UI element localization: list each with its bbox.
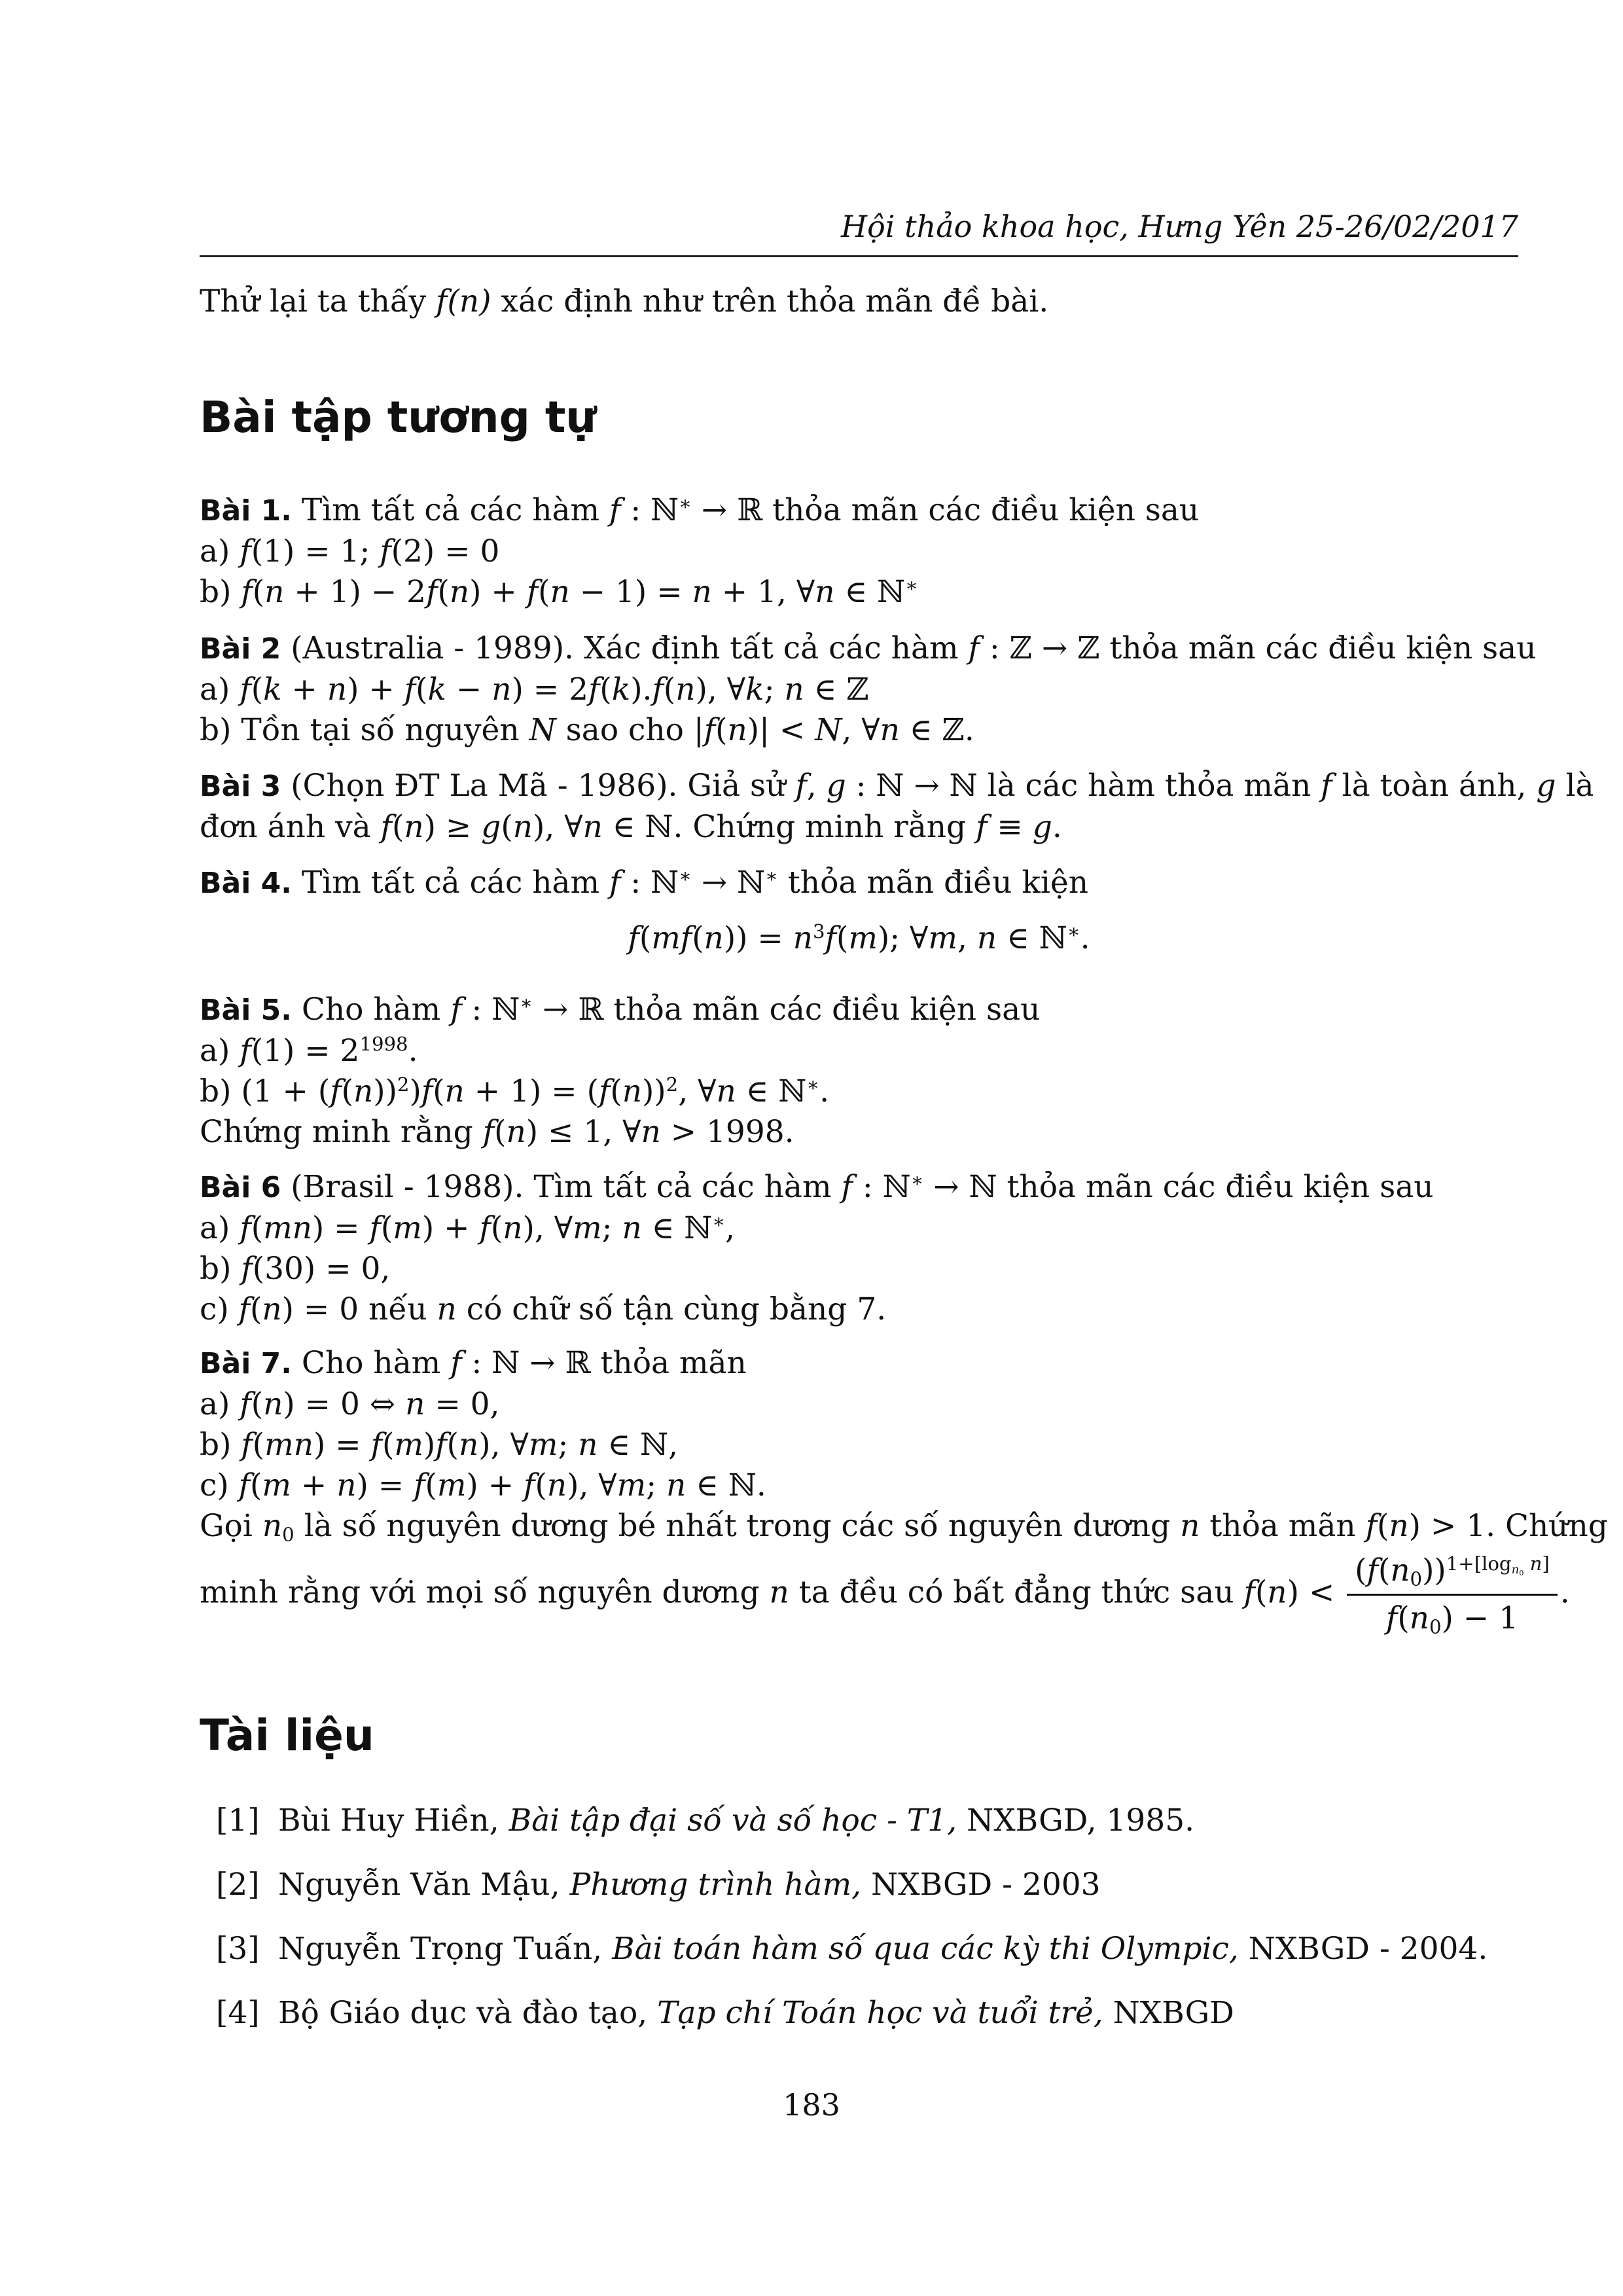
running-header: Hội thảo khoa học, Hưng Yên 25-26/02/2017 — [200, 208, 1518, 257]
reference-item: [3] Nguyễn Trọng Tuấn, Bài toán hàm số qua các kỳ thi Olympic, NXBGD - 2004. — [216, 1931, 1488, 1967]
exercise-4-label: Bài 4. — [200, 867, 292, 900]
intro-text-b: xác định như trên thỏa mãn đề bài. — [491, 283, 1049, 319]
intro-paragraph — [200, 281, 1518, 322]
exercise-2: Bài 2 (Australia - 1989). Xác định tất cả các hàm f : ℤ → ℤ thỏa mãn các điều kiện sau a) f(k + n) + f(k − n) = 2f(k).f(n), ∀k; n ∈ ℤ b) Tồn tại số nguyên N sao cho |f(n)| < N, ∀n ∈ ℤ. — [200, 630, 1537, 748]
exercise-7: Bài 7. Cho hàm f : ℕ → ℝ thỏa mãn a) f(n) = 0 ⇔ n = 0, b) f(mn) = f(m)f(n), ∀m; n ∈ ℕ, c) f(m + n) = f(m) + f(n), ∀m; n ∈ ℕ. Gọi $n_0$ là số nguyên dương bé nhất trong các số nguyên dương n thỏa mãn f(n) > 1. Chứng minh rằng với mọi số nguyên dương n ta đều có bất đẳng thức sau f(n) < $\frac{(f(n_0))^{1+[log_{n_0} n]}}{f(n_0) - 1}$ . — [200, 1345, 1608, 1638]
reference-item: [2] Nguyễn Văn Mậu, Phương trình hàm, NXBGD - 2003 — [216, 1867, 1101, 1903]
exercise-2-label: Bài 2 — [200, 632, 281, 666]
exercise-3: Bài 3 (Chọn ĐT La Mã - 1986). Giả sử f, g : ℕ → ℕ là các hàm thỏa mãn f là toàn ánh, g là đơn ánh và f(n) ≥ g(n), ∀n ∈ ℕ. Chứng minh rằng f ≡ g. — [200, 768, 1594, 845]
reference-item: [1] Bùi Huy Hiền, Bài tập đại số và số học - T1, NXBGD, 1985. — [216, 1803, 1195, 1839]
exercise-1-label: Bài 1. — [200, 494, 292, 528]
intro-text-a: Thử lại ta thấy — [200, 283, 437, 319]
page-number: 183 — [783, 2087, 840, 2123]
reference-item: [4] Bộ Giáo dục và đào tạo, Tạp chí Toán học và tuổi trẻ, NXBGD — [216, 1995, 1234, 2031]
exercise-5-label: Bài 5. — [200, 994, 292, 1027]
intro-math: f(n) — [436, 283, 491, 319]
exercise-4: Bài 4. Tìm tất cả các hàm f : ℕ∗ → ℕ∗ thỏa mãn điều kiện $f(mf(n)) = n^3f(m)$; ∀m, n ∈ ℕ∗. — [200, 863, 1518, 959]
exercise-3-label: Bài 3 — [200, 770, 281, 803]
section-heading-exercises: Bài tập tương tự — [200, 392, 597, 442]
exercise-6-label: Bài 6 — [200, 1171, 281, 1204]
exercise-6: Bài 6 (Brasil - 1988). Tìm tất cả các hàm f : ℕ∗ → ℕ thỏa mãn các điều kiện sau a) f(mn) = f(m) + f(n), ∀m; n ∈ ℕ∗, b) f(30) = 0, c) f(n) = 0 nếu n có chữ số tận cùng bằng 7. — [200, 1168, 1434, 1327]
exercise-5: Bài 5. Cho hàm f : ℕ∗ → ℝ thỏa mãn các điều kiện sau a) $f(1) = 2^{1998}$. b) $(1 + (f(n))^2)f(n + 1) = (f(n))^2$, ∀n ∈ ℕ∗. Chứng minh rằng f(n) ≤ 1, ∀n > 1998. — [200, 991, 1041, 1150]
fraction: $\frac{(f(n_0))^{1+[log_{n_0} n]}}{f(n_0) - 1}$ — [1347, 1551, 1558, 1639]
exercise-1: Bài 1. Tìm tất cả các hàm f : ℕ∗ → ℝ thỏa mãn các điều kiện sau a) f(1) = 1; f(2) = 0 b) f(n + 1) − 2f(n) + f(n − 1) = n + 1, ∀n ∈ ℕ∗ — [200, 492, 1200, 610]
exercise-7-label: Bài 7. — [200, 1347, 292, 1380]
exercise-4-equation: $f(mf(n)) = n^3f(m)$; ∀m, n ∈ ℕ∗. — [628, 920, 1090, 956]
exercise-7-inequality: minh rằng với mọi số nguyên dương n ta đều có bất đẳng thức sau f(n) < $\frac{(f(n_0))^{1+[log_{n_0} n]}}{f(n_0) - 1}$ . — [200, 1551, 1518, 1639]
section-heading-references: Tài liệu — [200, 1710, 374, 1761]
